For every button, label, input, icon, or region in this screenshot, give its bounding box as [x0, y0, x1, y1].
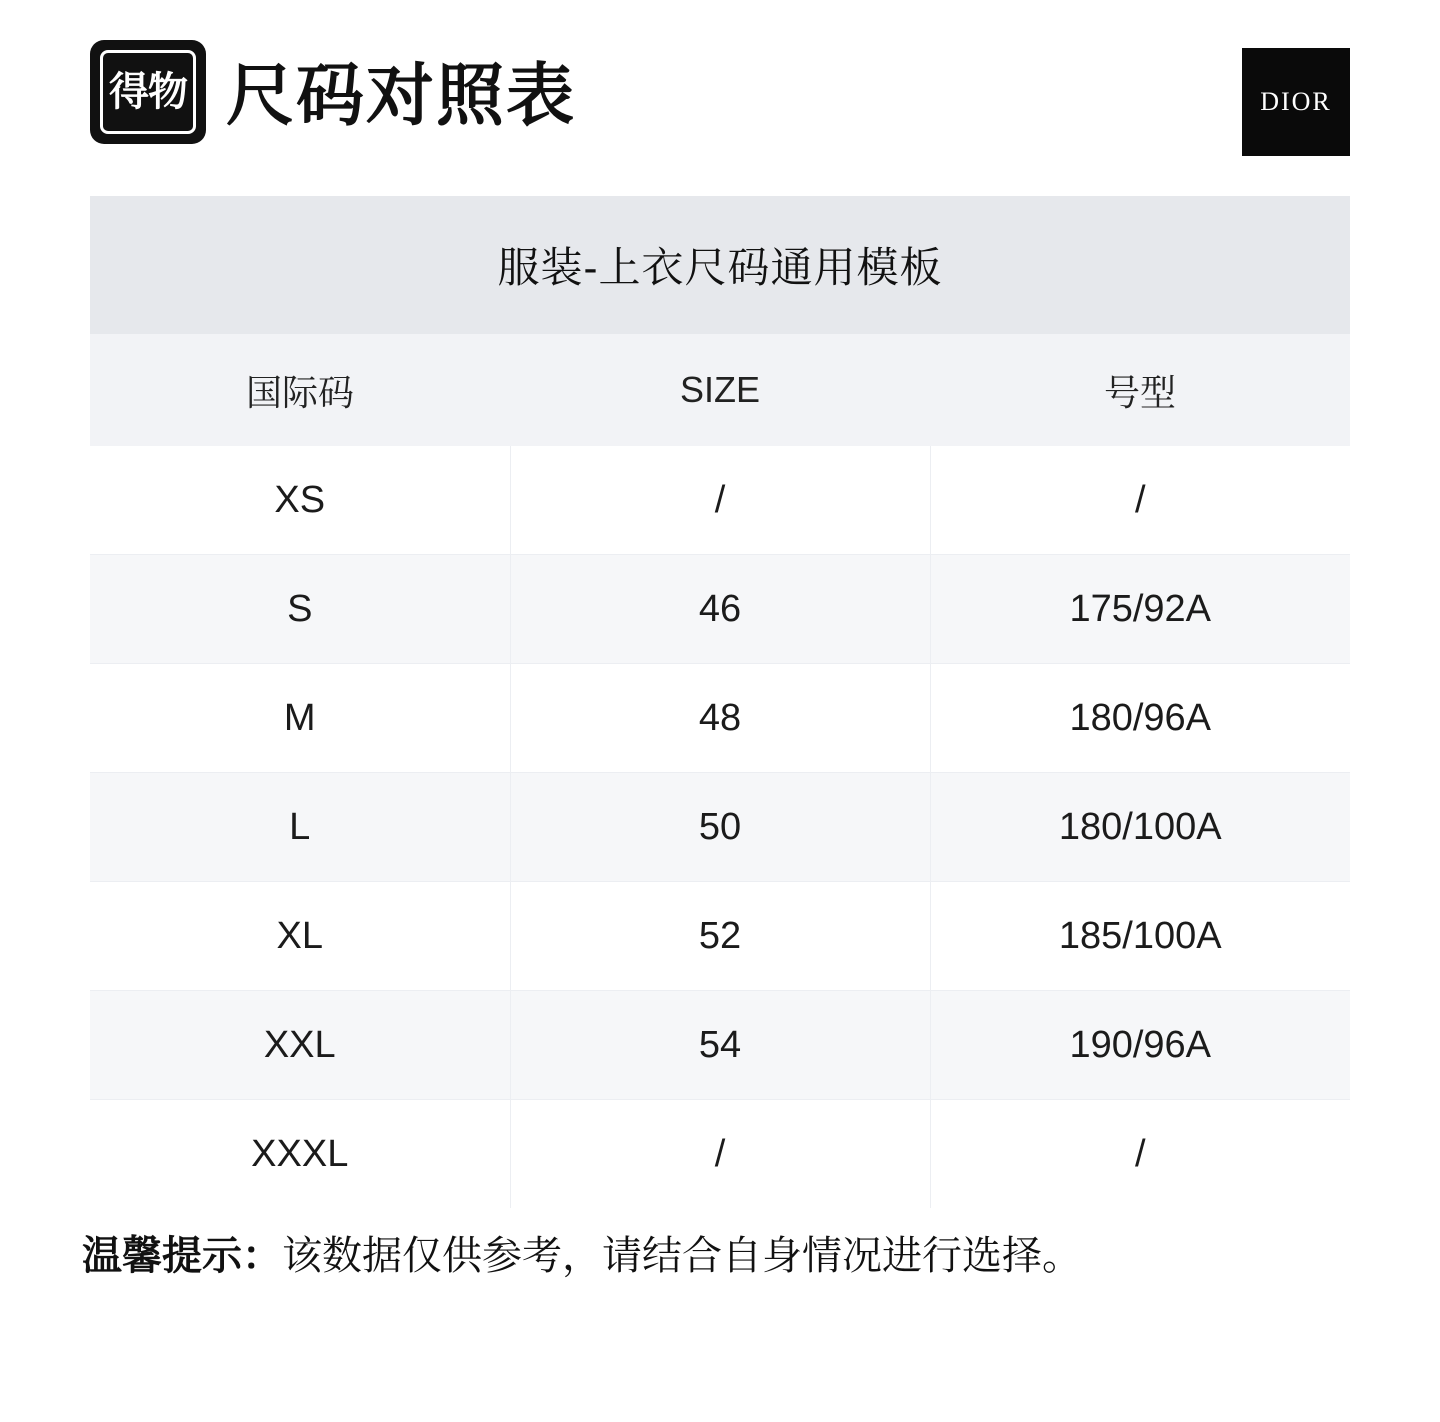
cell-size: 52 — [510, 882, 930, 991]
cell-size: / — [510, 446, 930, 555]
cell-international: XXXL — [90, 1100, 510, 1209]
note-text: 该数据仅供参考，请结合自身情况进行选择。 — [282, 1234, 1082, 1278]
cell-international: XL — [90, 882, 510, 991]
brand-logo — [1242, 48, 1350, 156]
cell-international: L — [90, 773, 510, 882]
table-caption: 服装-上衣尺码通用模板 — [90, 196, 1350, 334]
table-row — [90, 555, 1350, 664]
cell-international: XS — [90, 446, 510, 555]
dewu-logo-icon — [90, 40, 206, 144]
table-row — [90, 991, 1350, 1100]
column-header-size: SIZE — [510, 334, 930, 446]
column-header-international: 国际码 — [90, 334, 510, 446]
cell-size: / — [510, 1100, 930, 1209]
table-row — [90, 882, 1350, 991]
cell-size: 46 — [510, 555, 930, 664]
cell-international: XXL — [90, 991, 510, 1100]
cell-spec: 190/96A — [930, 991, 1350, 1100]
size-table — [90, 334, 1350, 1208]
note-label: 温馨提示： — [82, 1234, 282, 1278]
brand-logo-text: DIOR — [1260, 87, 1332, 116]
cell-spec: 180/96A — [930, 664, 1350, 773]
table-head — [90, 334, 1350, 446]
cell-spec: 175/92A — [930, 555, 1350, 664]
cell-spec: 185/100A — [930, 882, 1350, 991]
cell-spec: / — [930, 1100, 1350, 1209]
table-row — [90, 446, 1350, 555]
page-header — [90, 28, 1350, 148]
table-row — [90, 664, 1350, 773]
cell-spec: / — [930, 446, 1350, 555]
table-row — [90, 773, 1350, 882]
table-header-row — [90, 334, 1350, 446]
size-table-container — [90, 196, 1350, 1208]
dewu-logo-inner — [100, 50, 196, 134]
cell-size: 54 — [510, 991, 930, 1100]
cell-size: 50 — [510, 773, 930, 882]
column-header-spec: 号型 — [930, 334, 1350, 446]
table-body — [90, 446, 1350, 1208]
footer-note — [82, 1228, 1372, 1284]
cell-size: 48 — [510, 664, 930, 773]
cell-spec: 180/100A — [930, 773, 1350, 882]
dewu-logo-text: 得物 — [109, 69, 187, 115]
cell-international: S — [90, 555, 510, 664]
page-title: 尺码对照表 — [226, 58, 577, 134]
table-row — [90, 1100, 1350, 1209]
cell-international: M — [90, 664, 510, 773]
